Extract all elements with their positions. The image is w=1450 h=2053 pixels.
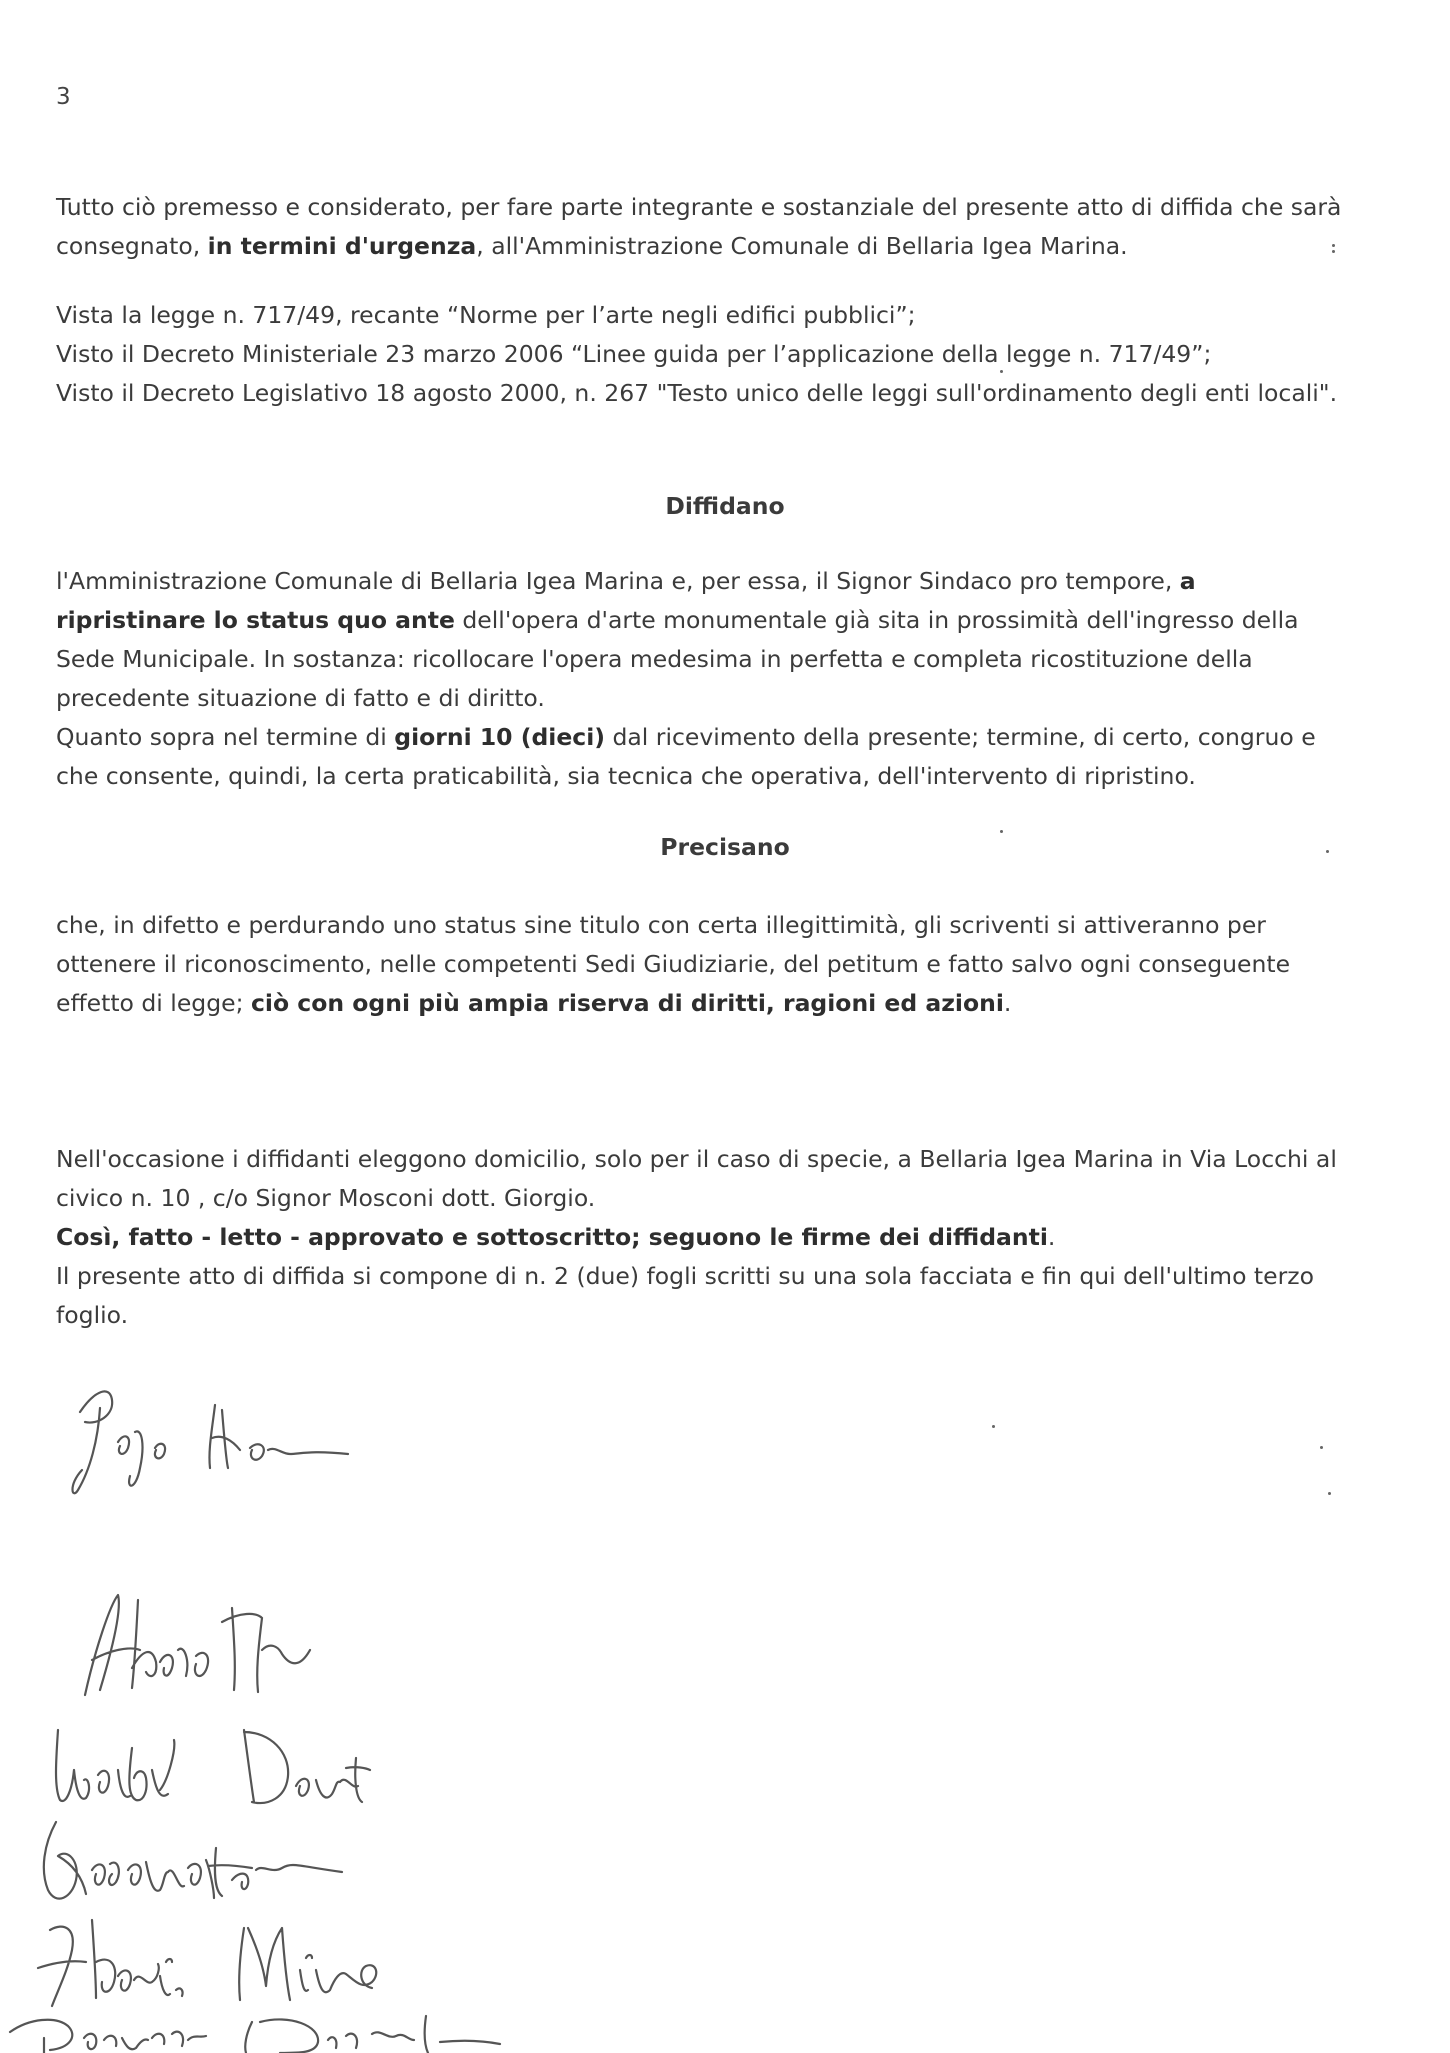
diffidano-bold-2: giorni 10 (dieci) [394,723,605,751]
laws-paragraph [56,296,1346,413]
signature-2 [85,1595,310,1695]
signature-1 [73,1391,349,1493]
diffidano-text-2: dell'opera d'arte monumentale già sita in prossimità dell'ingresso della Sede Municipale. In sostanza: ricollocare l'opera medesima in perfetta e completa ricostituzione della precedente situazione di fatto e di diritto. [56,606,1299,712]
scan-speck [992,1425,995,1428]
scan-speck [1326,850,1329,853]
scan-speck [1000,370,1003,373]
intro-bold: in termini d'urgenza [207,232,477,260]
signature-3 [56,1730,370,1803]
scan-speck [1320,1446,1323,1449]
closing-bold: Così, fatto - letto - approvato e sottoscritto; seguono le firme dei diffidanti [56,1223,1048,1251]
intro-text-2: , all'Amministrazione Comunale di Bellaria Igea Marina. [476,232,1128,260]
scan-speck [1332,250,1335,253]
precisano-text-2: . [1003,989,1012,1017]
closing-paragraph [56,1140,1346,1335]
closing-sheets-note: Il presente atto di diffida si compone di n. 2 (due) fogli scritti su una sola facciata e fin qui dell'ultimo terzo foglio. [56,1262,1314,1329]
law-line-2: Visto il Decreto Ministeriale 23 marzo 2006 “Linee guida per l’applicazione della legge n. 717/49”; [56,340,1212,368]
signature-4 [44,1822,342,1899]
signature-5 [38,1920,376,2006]
diffidano-block-1 [56,562,1346,718]
heading-diffidano: Diffidano [665,492,785,520]
diffidano-text-3: Quanto sopra nel termine di [56,723,395,751]
intro-paragraph [56,188,1346,266]
closing-signed-line: Così, fatto - letto - approvato e sottoscritto; seguono le firme dei diffidanti. [56,1223,1056,1251]
precisano-text-1: che, in difetto e perdurando uno status sine titulo con certa illegittimità, gli scriventi si attiveranno per ottenere il riconoscimento, nelle competenti Sedi Giudiziarie, del petitum e fatto salvo ogni conseguente effetto di legge; [56,911,1291,1017]
law-line-1: Vista la legge n. 717/49, recante “Norme per l’arte negli edifici pubblici”; [56,301,916,329]
diffidano-block-2 [56,718,1346,796]
diffidano-text-4: dal ricevimento della presente; termine, di certo, congruo e che consente, quindi, la certa praticabilità, sia tecnica che operativa, dell'intervento di ripristino. [56,723,1316,790]
precisano-bold: ciò con ogni più ampia riserva di diritti, ragioni ed azioni [250,989,1004,1017]
scan-speck [1000,830,1003,833]
signatures-area [0,1350,1450,2053]
precisano-paragraph [56,906,1346,1023]
scan-speck [1328,1492,1331,1495]
closing-domicile: Nell'occasione i diffidanti eleggono domicilio, solo per il caso di specie, a Bellaria Igea Marina in Via Locchi al civico n. 10 , c/o Signor Mosconi dott. Giorgio. [56,1145,1337,1212]
signature-6 [10,2016,500,2053]
scan-speck [1332,244,1335,247]
page-number: 3 [56,84,71,110]
intro-text-1: Tutto ciò premesso e considerato, per fare parte integrante e sostanziale del presente atto di diffida che sarà consegnato, [56,193,1342,260]
law-line-3: Visto il Decreto Legislativo 18 agosto 2000, n. 267 "Testo unico delle leggi sull'ordinamento degli enti locali". [56,379,1338,407]
heading-precisano: Precisano [660,833,790,861]
diffidano-bold-1: a ripristinare lo status quo ante [56,567,1196,634]
diffidano-text-1: l'Amministrazione Comunale di Bellaria Igea Marina e, per essa, il Signor Sindaco pro tempore, [56,567,1180,595]
diffidano-paragraph [56,562,1346,796]
